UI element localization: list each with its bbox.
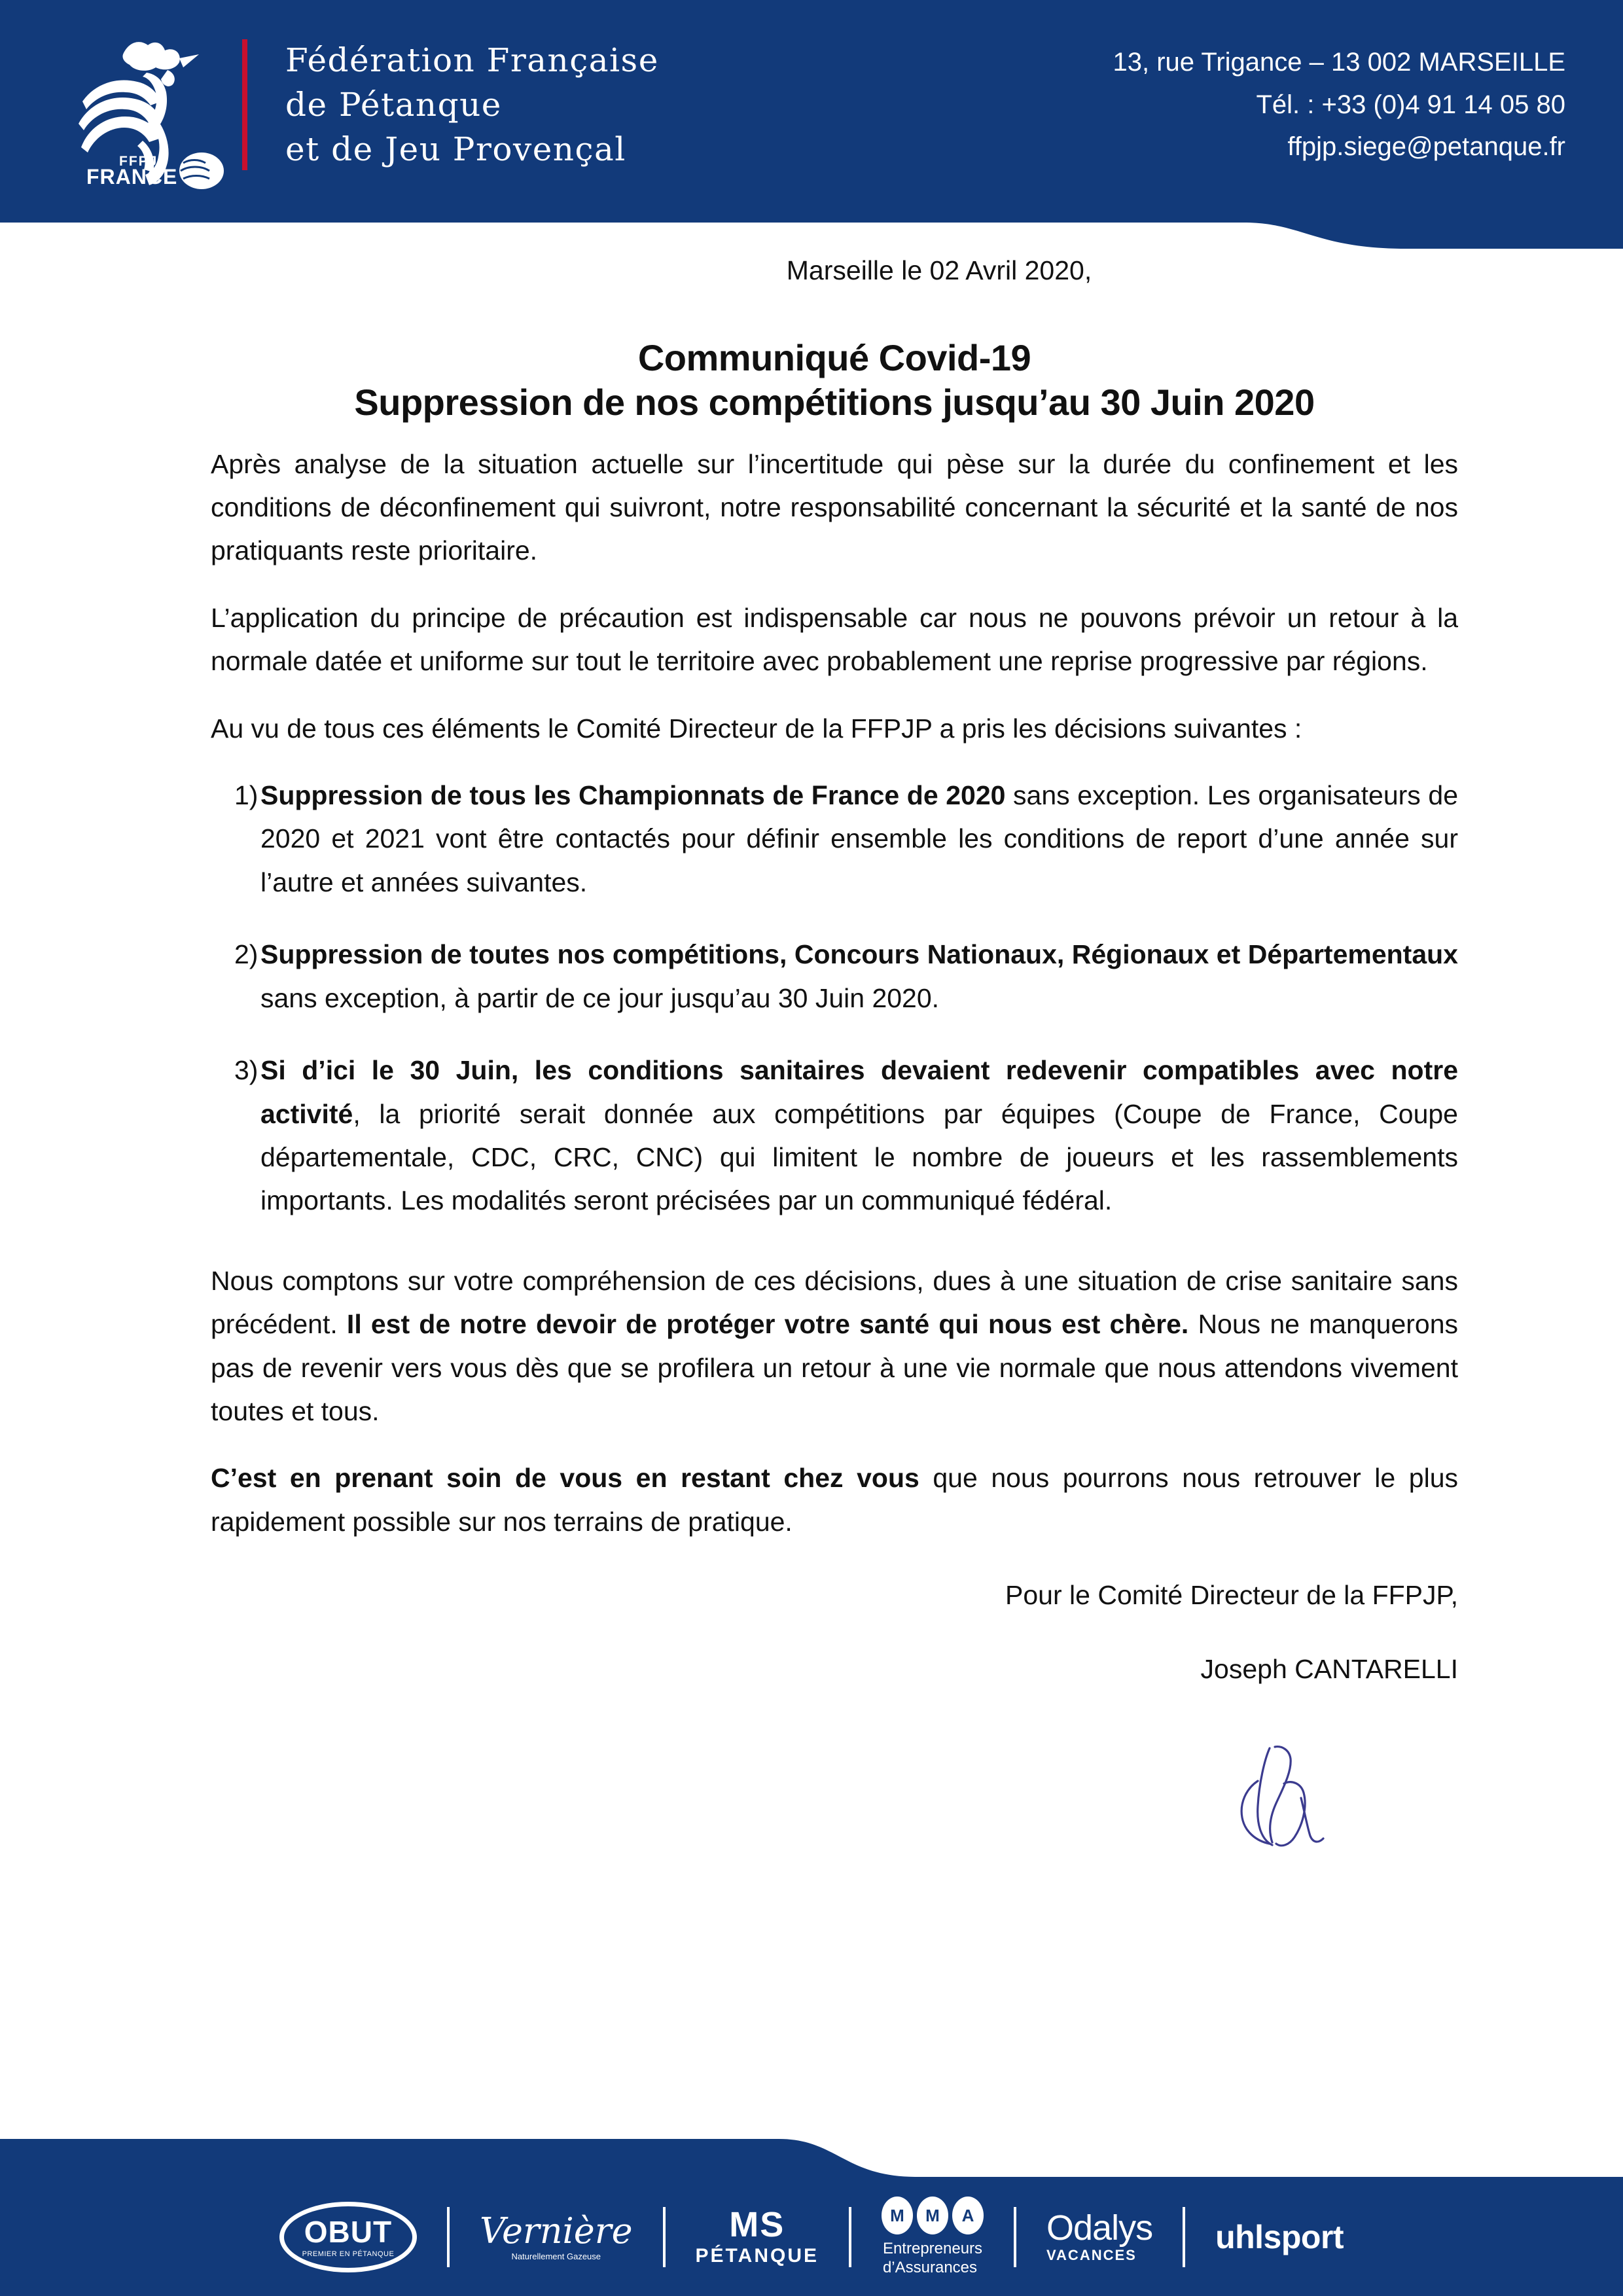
list-item-rest: sans exception. Les organisateurs de 2020 et 2021 vont être contactés pour définir ensemble les conditions de report d’une année sur l’autre et années suivantes. [260,780,1458,897]
obut-name: OBUT [304,2214,393,2249]
signoff-line-1: Pour le Comité Directeur de la FFPJP, [1005,1580,1458,1611]
list-item-bold: Suppression de toutes nos compétitions, Concours Nationaux, Régionaux et Départementaux [260,939,1458,970]
list-item-text [260,1049,1458,1223]
logo-country-text: FRANCE [86,165,178,188]
signature-area [211,1721,1458,1874]
handwritten-signature-icon [1186,1721,1395,1871]
list-item-rest: sans exception, à partir de ce jour jusqu’au 30 Juin 2020. [260,982,940,1013]
sponsor-obut[interactable] [279,2202,417,2272]
page-header [0,0,1623,262]
paragraph-3: Au vu de tous ces éléments le Comité Directeur de la FFPJP a pris les décisions suivantes : [211,713,1302,744]
signoff-block [211,1573,1458,1691]
sponsor-odalys[interactable] [1046,2210,1152,2264]
closing-paragraph-2 [211,1456,1458,1543]
signoff-line-2: Joseph CANTARELLI [1200,1653,1458,1684]
federation-title-line-1: Fédération Française [285,41,659,79]
sponsor-separator [663,2207,666,2267]
contact-phone: Tél. : +33 (0)4 91 14 05 80 [1256,90,1565,119]
closing-1-bold: Il est de notre devoir de protéger votre santé qui nous est chère. [346,1309,1189,1340]
federation-title-line-3: et de Jeu Provençal [285,130,626,168]
contact-address: 13, rue Trigance – 13 002 MARSEILLE [1113,47,1565,77]
mma-tagline-line-1: Entrepreneurs [882,2240,983,2258]
header-red-divider [242,39,247,170]
list-item [211,1049,1458,1223]
obut-tagline: PREMIER EN PÉTANQUE [302,2250,395,2258]
uhlsport-name: uhlsport [1215,2219,1344,2255]
federation-title [285,38,659,171]
title-block [211,336,1458,425]
closing-2-rest: que nous pourrons nous retrouver le plus rapidement possible sur nos terrains de pratique. [211,1463,1458,1537]
sponsor-separator [1183,2207,1185,2267]
closing-1-end: Nous ne manquerons pas de revenir vers vous dès que se profilera un retour à une vie normale que nous attendons vivement toutes et tous. [211,1309,1459,1426]
page-footer [0,2100,1623,2296]
contact-email[interactable]: ffpjp.siege@petanque.fr [1287,132,1565,162]
sponsor-mma[interactable] [882,2197,984,2278]
sponsor-separator [849,2207,851,2267]
sponsor-ms-petanque[interactable] [696,2207,819,2267]
mma-tagline [883,2240,982,2278]
paragraph-2: L’application du principe de précaution est indispensable car nous ne pouvons prévoir un retour à la normale datée et uniforme sur tout le territoire avec probablement une reprise progressive par régions. [211,602,1458,677]
date-line: Marseille le 02 Avril 2020, [786,255,1092,285]
closing-block [211,1259,1458,1543]
decisions-list [211,774,1458,1223]
sponsor-uhlsport[interactable] [1215,2218,1344,2256]
list-item-rest: , la priorité serait donnée aux compétitions par équipes (Coupe de France, Coupe départementale, CDC, CRC, CNC) qui limitent le nombre de joueurs et les rassemblements importants. Les modalités seront précisées par un communiqué fédéral. [260,1098,1458,1216]
closing-paragraph-1 [211,1259,1458,1433]
sponsor-verniere[interactable] [479,2210,633,2261]
logo-abbrev-text: FFPJP [119,154,169,169]
paragraph-1: Après analyse de la situation actuelle sur l’incertitude qui pèse sur la durée du confinement et les conditions de déconfinement qui suivront, notre responsabilité concernant la sécurité et la santé de nos pratiquants reste prioritaire. [211,448,1458,566]
list-item-bold: Si d’ici le 30 Juin, les conditions sanitaires devaient redevenir compatibles avec notre activité [260,1055,1458,1129]
ffpjp-logo [39,13,236,196]
list-item-number: 1) [234,780,259,811]
odalys-name: Odalys [1046,2208,1153,2248]
document-body [211,255,1458,1874]
mma-tagline-line-2: d’Assurances [882,2259,978,2276]
page-title-line-2: Suppression de nos compétitions jusqu’au 30 Juin 2020 [354,382,1315,423]
verniere-name: Vernière [479,2210,633,2251]
obut-logo-icon [279,2202,417,2272]
header-contact-info [1113,41,1565,168]
closing-2-bold: C’est en prenant soin de vous en restant chez vous [211,1463,919,1494]
odalys-tagline: VACANCES [1046,2247,1137,2263]
closing-1-start: Nous comptons sur votre compréhension de ces décisions, dues à une situation de crise sanitaire sans précédent. [211,1265,1458,1340]
verniere-tagline: Naturellement Gazeuse [511,2251,601,2261]
mma-letter-a: A [952,2197,984,2234]
list-item-number: 2) [234,939,259,970]
ms-tagline: PÉTANQUE [695,2245,819,2267]
list-item-text [260,933,1458,1020]
mma-letter-m2: M [917,2197,948,2234]
list-item-bold: Suppression de tous les Championnats de France de 2020 [260,780,1006,811]
list-item-text [260,774,1458,904]
mma-letter-m1: M [882,2197,913,2234]
rooster-logo-icon [46,16,229,193]
sponsor-separator [1014,2207,1016,2267]
mma-logo-icon [882,2197,984,2234]
federation-title-line-2: de Pétanque [285,86,502,124]
list-item [211,933,1458,1020]
sponsor-bar [0,2178,1623,2296]
list-item-number: 3) [234,1055,259,1086]
page-title-line-1: Communiqué Covid-19 [637,337,1031,378]
list-item [211,774,1458,904]
ms-name: MS [729,2205,785,2244]
sponsor-separator [447,2207,450,2267]
